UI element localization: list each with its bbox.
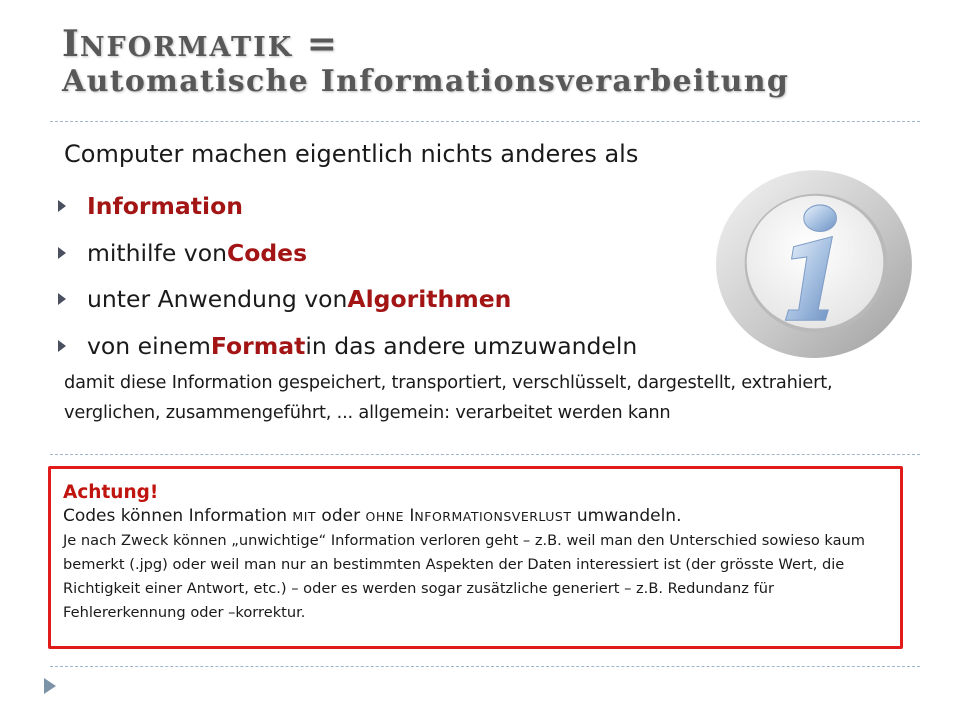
title-line-1: [62, 24, 789, 65]
section-divider: [50, 454, 920, 455]
warning-mit: MIT: [292, 509, 317, 524]
bullet-text: von einem: [87, 331, 211, 360]
info-icon: [712, 157, 916, 361]
warning-text: umwandeln.: [571, 506, 682, 526]
warning-informationsverlust: NFORMATIONSVERLUST: [414, 509, 572, 524]
title-divider: [50, 121, 920, 122]
list-item: [58, 183, 637, 230]
warning-text: I: [403, 506, 415, 526]
title-smallcaps: NFORMATIK: [79, 32, 294, 63]
list-item: [58, 230, 637, 277]
bullet-text: unter Anwendung von: [87, 285, 348, 314]
warning-box: [48, 466, 903, 649]
bullet-list: [58, 183, 637, 369]
warning-text: oder: [316, 506, 366, 526]
slide-title: [62, 24, 789, 100]
warning-heading: Achtung!: [63, 482, 159, 503]
bullet-keyword: Information: [87, 192, 243, 221]
bullet-keyword: Format: [210, 331, 306, 360]
description-paragraph: damit diese Information gespeichert, transportiert, verschlüsselt, dargestellt, extrahiert, verglichen, zusammengeführt, ... allgemein: verarbeitet werden kann: [64, 372, 833, 423]
triangle-bullet-icon: [58, 200, 66, 212]
bullet-keyword: Codes: [226, 238, 308, 267]
warning-text: Codes können Information: [63, 506, 293, 526]
intro-text: Computer machen eigentlich nichts anderes als: [64, 140, 639, 168]
title-line-2: Automatische Informationsverarbeitung: [62, 64, 790, 100]
bullet-text: mithilfe von: [87, 238, 227, 267]
list-item: [58, 323, 637, 370]
warning-ohne: OHNE: [365, 509, 404, 524]
bullet-text: in das andere umzuwandeln: [305, 331, 638, 360]
bullet-keyword: Algorithmen: [347, 285, 512, 314]
list-item: [58, 276, 637, 323]
triangle-bullet-icon: [58, 247, 66, 259]
triangle-nav-icon: [44, 678, 56, 694]
warning-body: Je nach Zweck können „unwichtige“ Information verloren geht – z.B. weil man den Unterschied sowieso kaum bemerkt (.jpg) oder weil man nur an bestimmten Aspekten der Daten interessiert ist (der grösste Wert, die Richtigkeit einer Antwort, etc.) – oder es werden sogar zusätzliche generiert – z.B. Redundanz für Fehlererkennung oder –korrektur.: [63, 532, 866, 621]
title-equals: =: [293, 23, 338, 65]
title-cap: I: [62, 23, 80, 65]
triangle-bullet-icon: [58, 340, 66, 352]
triangle-bullet-icon: [58, 293, 66, 305]
footer-divider: [50, 666, 920, 667]
warning-line: [63, 505, 890, 528]
